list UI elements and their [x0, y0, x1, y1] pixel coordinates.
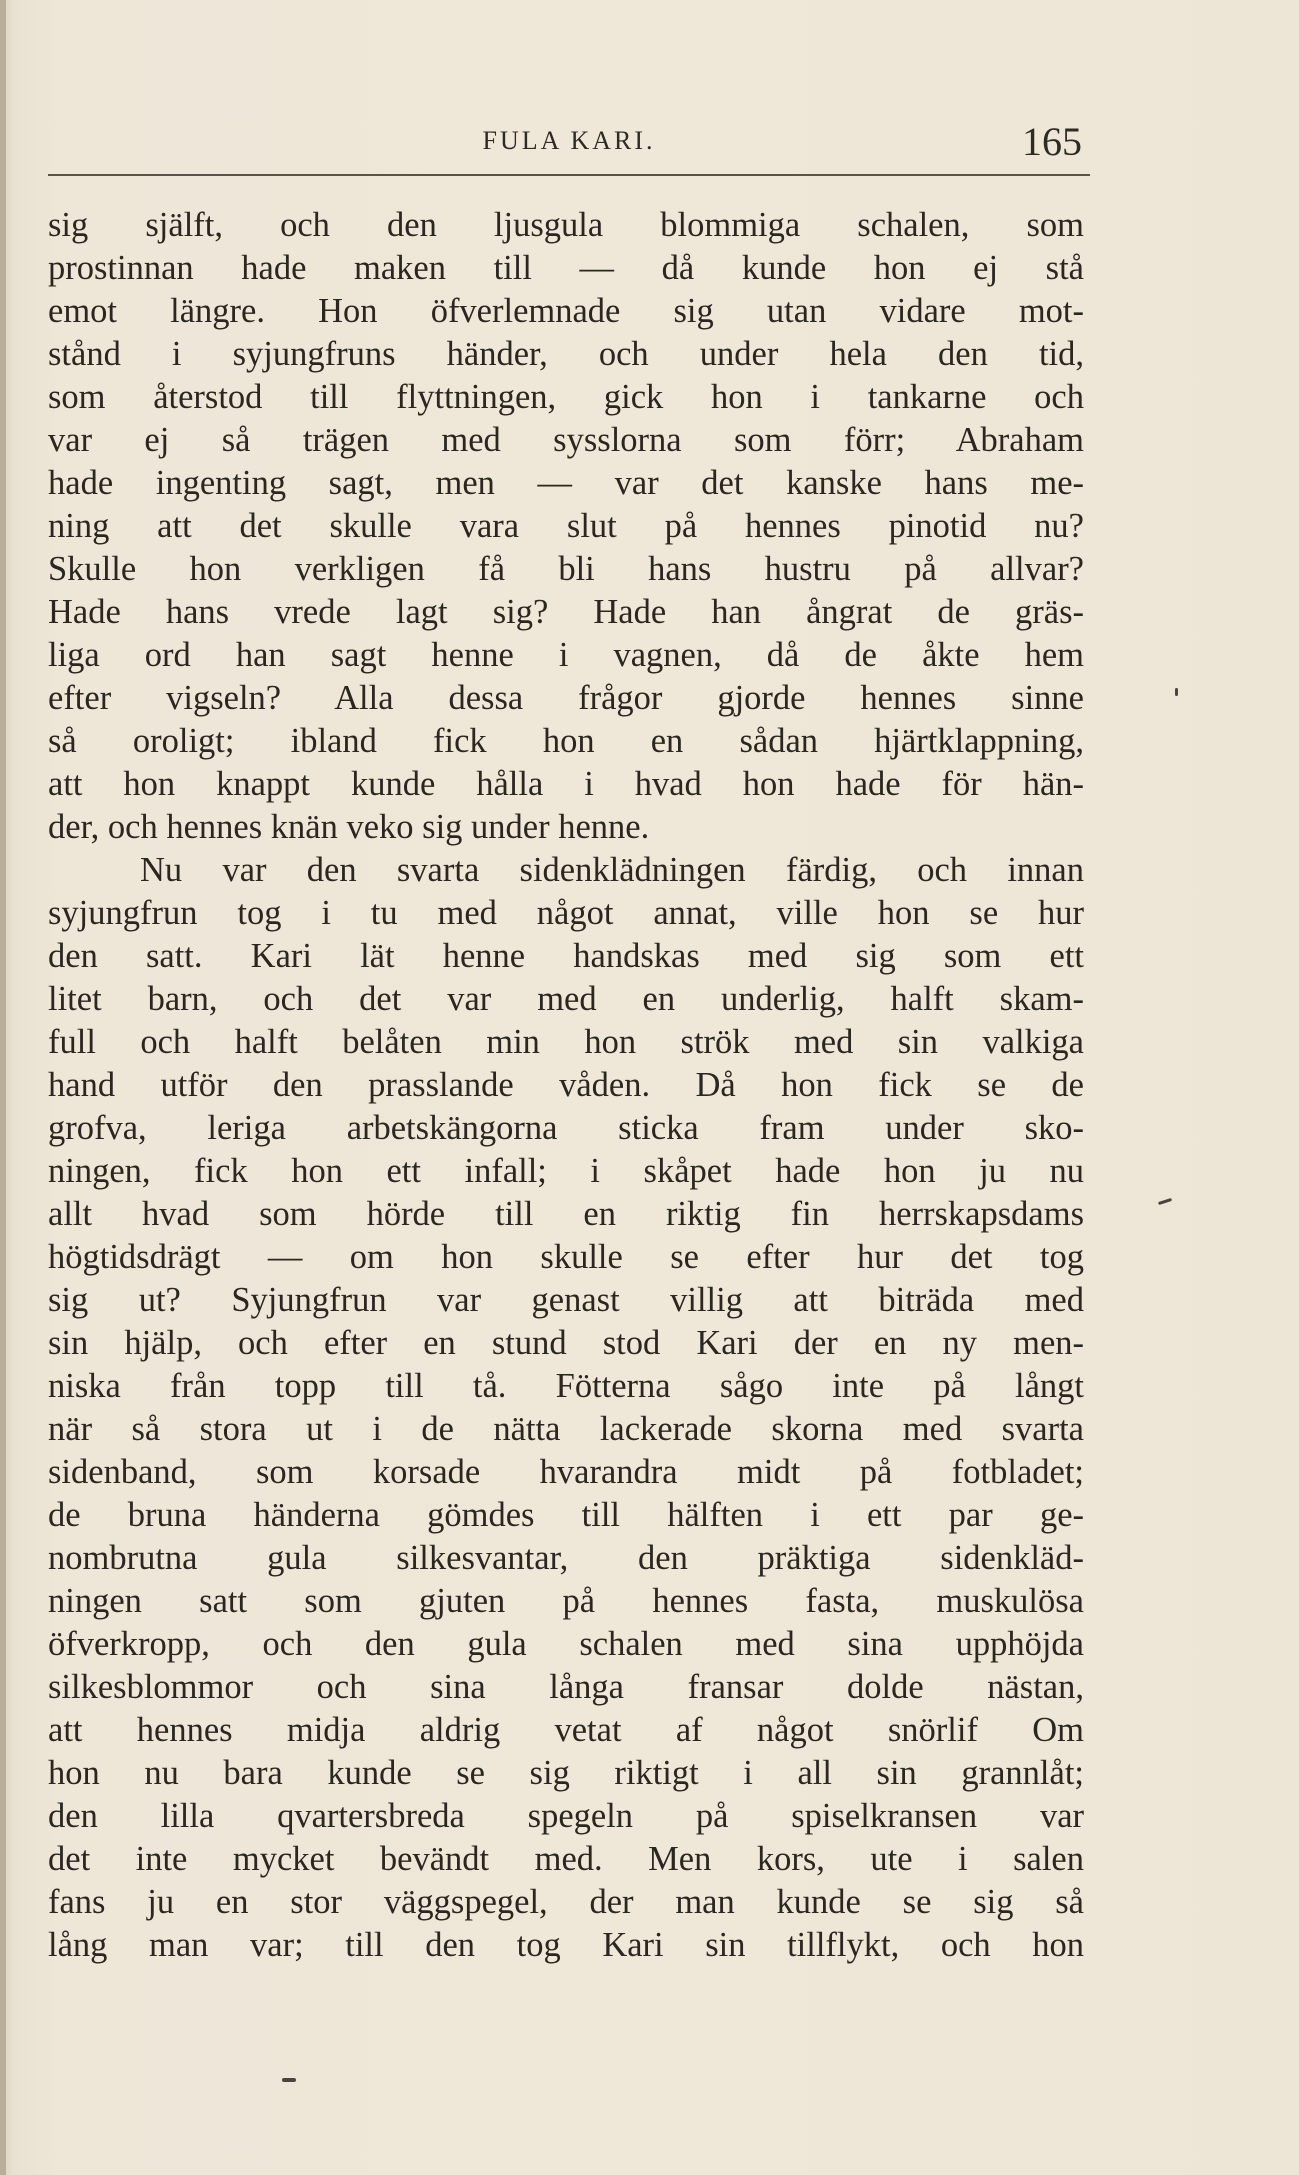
running-title: FULA KARI.: [482, 126, 656, 155]
text-line: så oroligt; ibland fick hon en sådan hjärtklappning,: [48, 722, 1084, 760]
text-line: liga ord han sagt henne i vagnen, då de åkte hem: [48, 636, 1084, 674]
text-line: grofva, leriga arbetskängorna sticka fram under sko-: [48, 1109, 1084, 1147]
body-text: [48, 204, 1084, 1967]
text-line: sig ut? Syjungfrun var genast villig att biträda med: [48, 1281, 1084, 1319]
text-line: som återstod till flyttningen, gick hon i tankarne och: [48, 378, 1084, 416]
header-rule: [48, 174, 1090, 176]
text-line: niska från topp till tå. Fötterna sågo inte på långt: [48, 1367, 1084, 1405]
text-line: Nu var den svarta sidenklädningen färdig, och innan: [140, 851, 1084, 889]
text-line: emot längre. Hon öfverlemnade sig utan vidare mot-: [48, 292, 1084, 330]
text-line: prostinnan hade maken till — då kunde hon ej stå: [48, 249, 1084, 287]
text-line: det inte mycket bevändt med. Men kors, ute i salen: [48, 1840, 1084, 1878]
text-line: fans ju en stor väggspegel, der man kunde se sig så: [48, 1883, 1084, 1921]
text-line: Skulle hon verkligen få bli hans hustru på allvar?: [48, 550, 1084, 588]
text-line: syjungfrun tog i tu med något annat, ville hon se hur: [48, 894, 1084, 932]
text-line: lång man var; till den tog Kari sin tillflykt, och hon: [48, 1926, 1084, 1964]
text-line: efter vigseln? Alla dessa frågor gjorde hennes sinne: [48, 679, 1084, 717]
text-line: när så stora ut i de nätta lackerade skorna med svarta: [48, 1410, 1084, 1448]
text-line: hade ingenting sagt, men — var det kanske hans me-: [48, 464, 1084, 502]
text-line: Hade hans vrede lagt sig? Hade han ångrat de gräs-: [48, 593, 1084, 631]
text-line: litet barn, och det var med en underlig, halft skam-: [48, 980, 1084, 1018]
text-line: ning att det skulle vara slut på hennes pinotid nu?: [48, 507, 1084, 545]
text-line: stånd i syjungfruns händer, och under hela den tid,: [48, 335, 1084, 373]
text-line: sig själft, och den ljusgula blommiga schalen, som: [48, 206, 1084, 244]
text-line: silkesblommor och sina långa fransar dolde nästan,: [48, 1668, 1084, 1706]
text-line: sin hjälp, och efter en stund stod Kari der en ny men-: [48, 1324, 1084, 1362]
paper-speck: [282, 2078, 296, 2082]
text-line: allt hvad som hörde till en riktig fin herrskapsdams: [48, 1195, 1084, 1233]
text-line: full och halft belåten min hon strök med sin valkiga: [48, 1023, 1084, 1061]
text-line: att hennes midja aldrig vetat af något snörlif Om: [48, 1711, 1084, 1749]
text-line: den satt. Kari lät henne handskas med sig som ett: [48, 937, 1084, 975]
page-number: 165: [1022, 119, 1082, 164]
page-binding-edge: [0, 0, 6, 2175]
text-line: var ej så trägen med sysslorna som förr; Abraham: [48, 421, 1084, 459]
text-line: der, och hennes knän veko sig under henne.: [48, 808, 650, 846]
paper-speck: [1175, 688, 1178, 696]
text-line: de bruna händerna gömdes till hälften i ett par ge-: [48, 1496, 1084, 1534]
text-line: ningen satt som gjuten på hennes fasta, muskulösa: [48, 1582, 1084, 1620]
text-line: sidenband, som korsade hvarandra midt på fotbladet;: [48, 1453, 1084, 1491]
text-line: hon nu bara kunde se sig riktigt i all sin grannlåt;: [48, 1754, 1084, 1792]
text-line: att hon knappt kunde hålla i hvad hon hade för hän-: [48, 765, 1084, 803]
text-line: högtidsdrägt — om hon skulle se efter hur det tog: [48, 1238, 1084, 1276]
text-line: öfverkropp, och den gula schalen med sina upphöjda: [48, 1625, 1084, 1663]
text-line: nombrutna gula silkesvantar, den präktiga sidenkläd-: [48, 1539, 1084, 1577]
text-line: ningen, fick hon ett infall; i skåpet hade hon ju nu: [48, 1152, 1084, 1190]
text-line: hand utför den prasslande våden. Då hon fick se de: [48, 1066, 1084, 1104]
page-header: [48, 118, 1090, 178]
paper-speck: [1158, 1198, 1172, 1205]
text-line: den lilla qvartersbreda spegeln på spiselkransen var: [48, 1797, 1084, 1835]
